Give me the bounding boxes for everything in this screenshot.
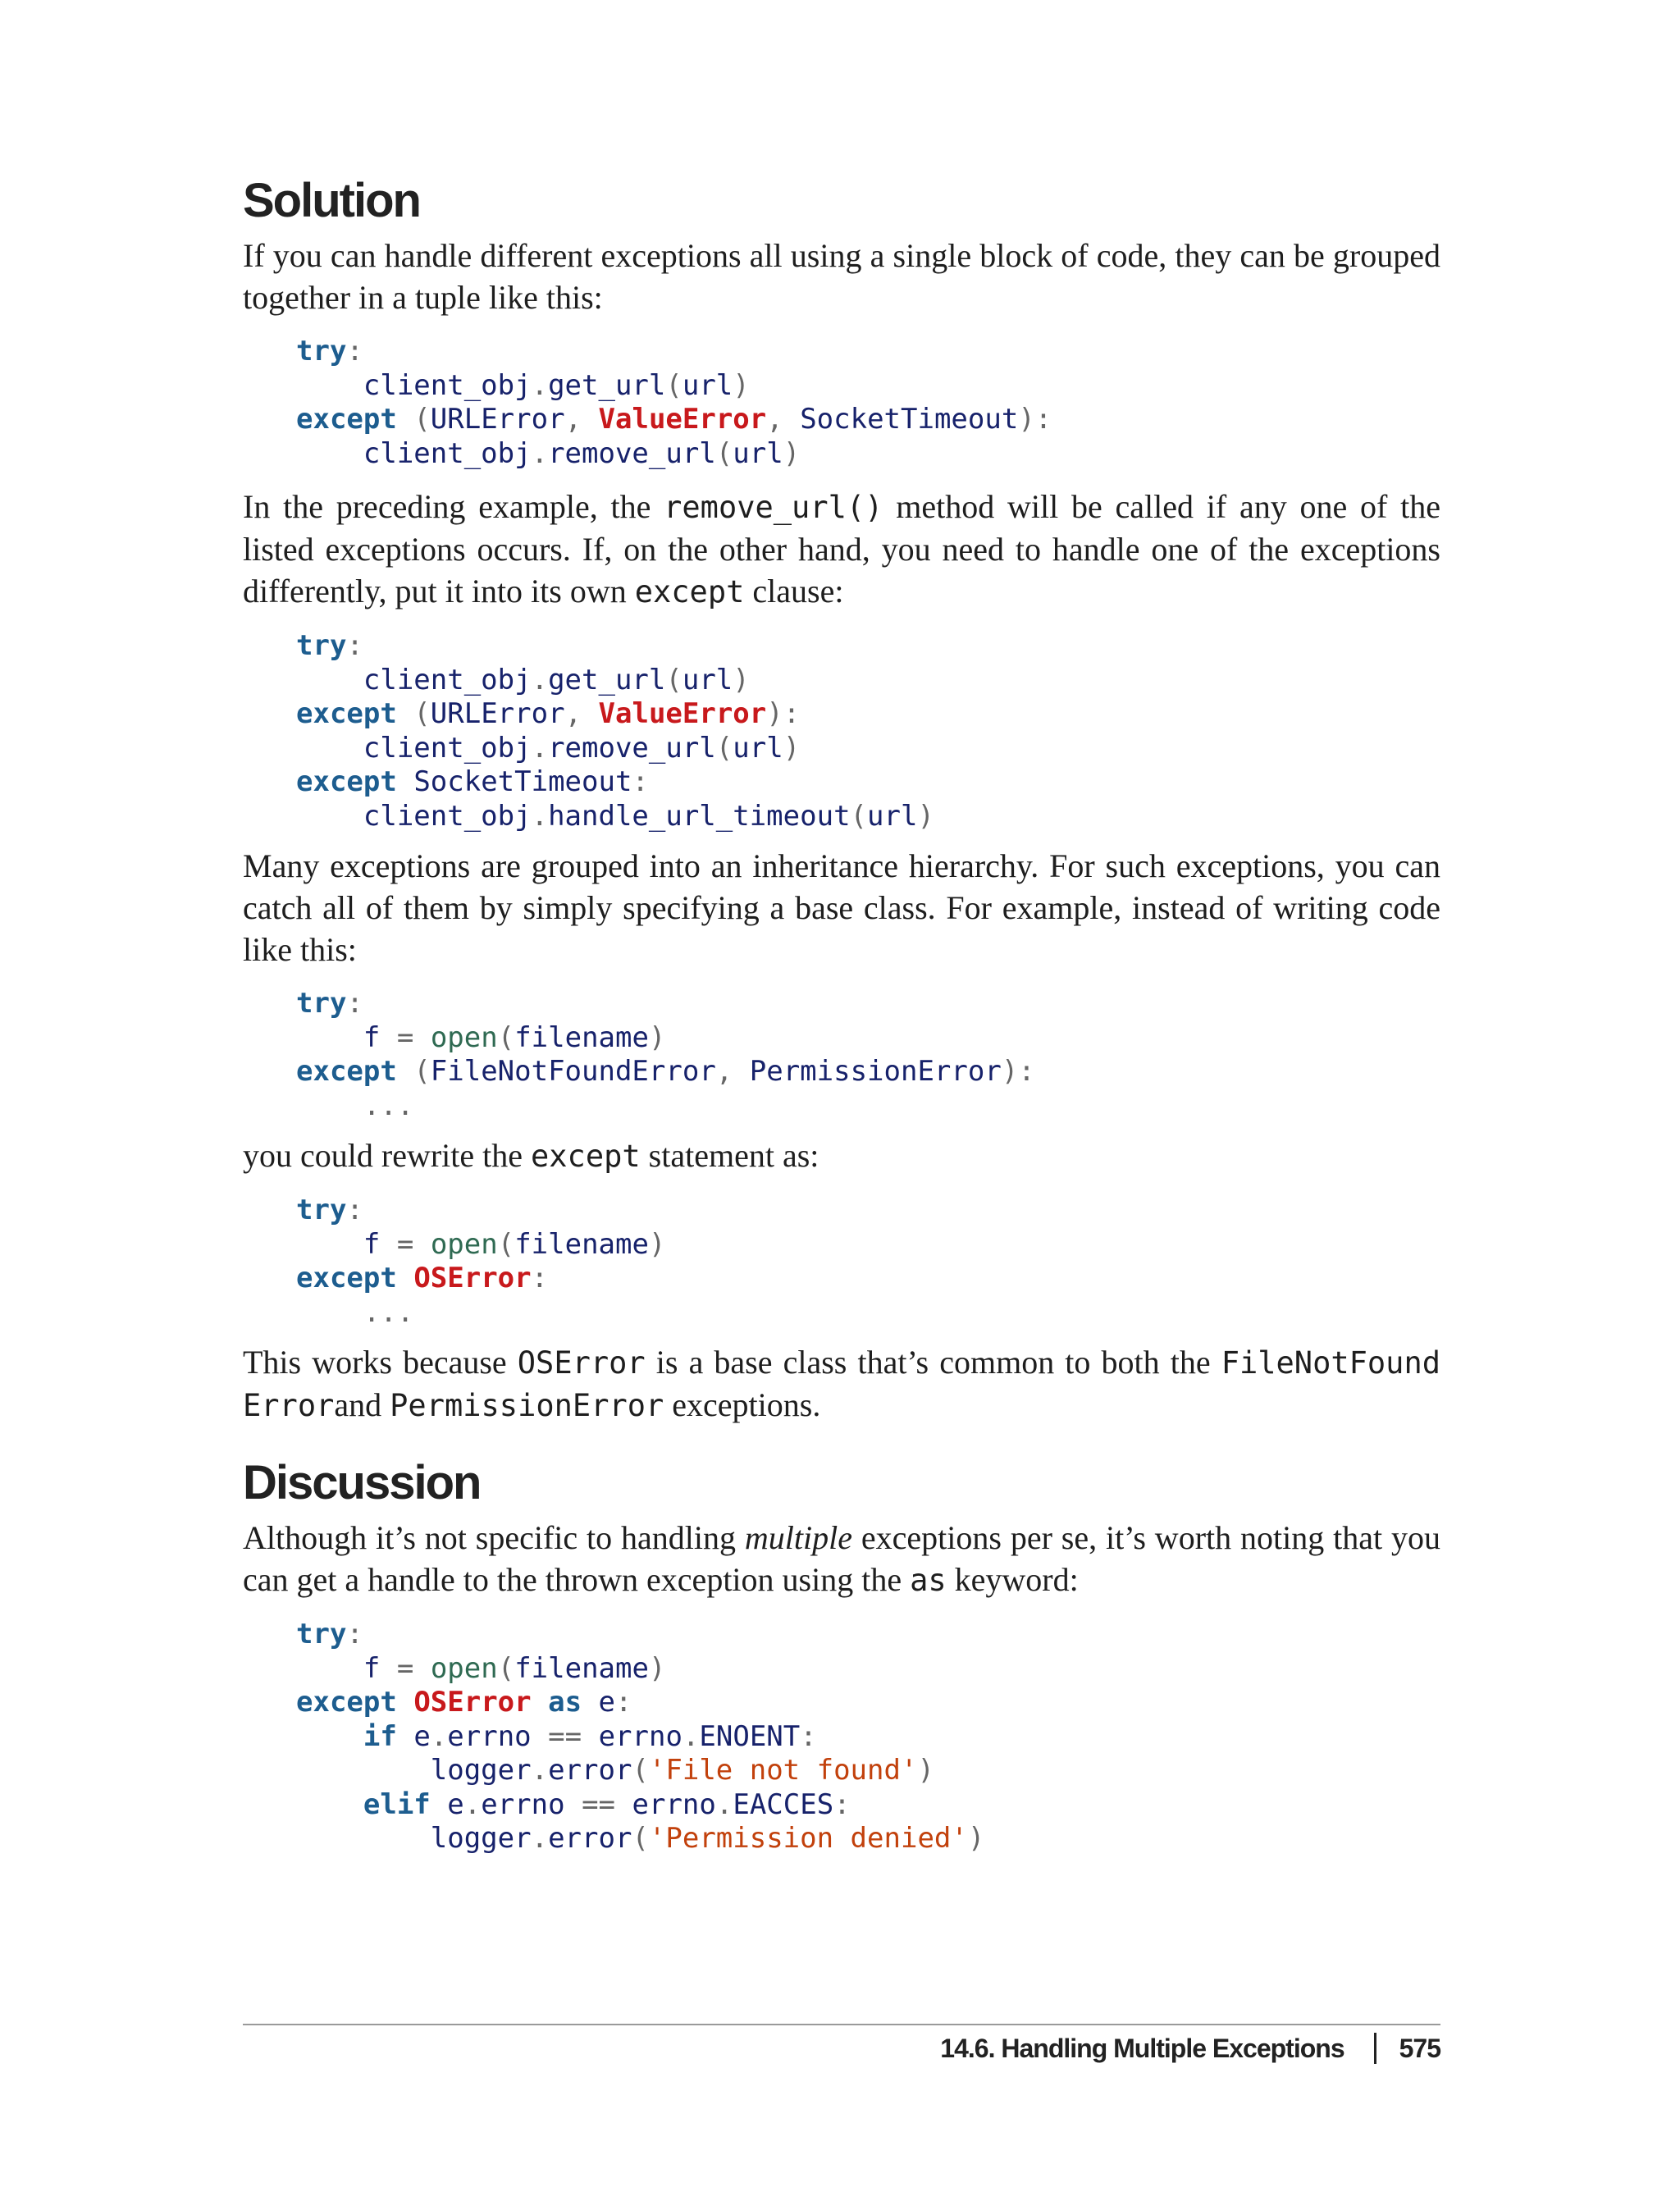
code-line: ... [363,1295,414,1329]
code-line: f = open(filename) [363,1227,666,1261]
code-line: f = open(filename) [363,1020,666,1054]
solution-paragraph-5: This works because OSError is a base class that’s common to both the FileNotFound Errorand PermissionError exceptions. [243,1344,1440,1423]
code-block-5 [243,1618,1440,1856]
code-line: client_obj.get_url(url) [363,663,750,696]
solution-paragraph-4: you could rewrite the except statement as: [243,1137,819,1174]
code-block-3 [243,987,1440,1123]
code-line: client_obj.remove_url(url) [363,436,801,470]
code-block-2 [243,629,1440,833]
code-block-4 [243,1194,1440,1330]
code-line: try: [296,629,363,662]
inline-code: PermissionError [390,1388,664,1423]
page-content [243,172,1440,1856]
discussion-paragraph-1: Although it’s not specific to handling multiple exceptions per se, it’s worth noting that you can get a handle to the thrown exception using the as keyword: [243,1519,1440,1598]
code-line: try: [296,335,363,368]
code-line: logger.error('File not found') [430,1754,934,1787]
inline-code: remove_url() [664,490,883,525]
footer-separator [1374,2033,1376,2064]
inline-code: except [531,1139,641,1174]
solution-paragraph-2: In the preceding example, the remove_url() method will be called if any one of the listed exceptions occurs. If, on the other hand, you need to handle one of the exceptions differently, put it into its own except clause: [243,488,1440,609]
code-line: logger.error('Permission denied') [430,1822,985,1855]
solution-paragraph-3: Many exceptions are grouped into an inheritance hierarchy. For such exceptions, you can catch all of them by simply specifying a base class. For example, instead of writing code like this: [243,847,1440,968]
page-number: 575 [1399,2033,1440,2063]
page-footer [940,2033,1440,2064]
inline-code: except [634,574,745,609]
code-line: ... [363,1089,414,1122]
code-line: client_obj.remove_url(url) [363,731,801,765]
code-line: elif e.errno == errno.EACCES: [363,1787,851,1821]
footer-rule [243,2024,1440,2025]
code-line: except (URLError, ValueError, SocketTimeout): [296,403,1052,436]
code-block-1 [243,335,1440,471]
code-line: except OSError: [296,1262,549,1294]
inline-code: OSError [517,1345,646,1381]
code-line: client_obj.get_url(url) [363,368,750,402]
inline-code: as [910,1563,947,1598]
code-line: try: [296,987,363,1020]
code-line: client_obj.handle_url_timeout(url) [363,799,934,833]
code-line: except OSError as e: [296,1686,632,1719]
code-line: try: [296,1618,363,1650]
code-line: try: [296,1194,363,1226]
discussion-heading: Discussion [243,1456,481,1509]
code-line: except (FileNotFoundError, PermissionError): [296,1055,1035,1088]
code-line: if e.errno == errno.ENOENT: [363,1719,817,1753]
footer-section-title: 14.6. Handling Multiple Exceptions [940,2033,1344,2063]
code-line: except (URLError, ValueError): [296,697,801,730]
inline-code: FileNotFound Error [243,1345,1440,1423]
code-line: f = open(filename) [363,1651,666,1685]
solution-paragraph-1: If you can handle different exceptions all using a single block of code, they can be grouped together in a tuple like this: [243,237,1440,316]
code-line: except SocketTimeout: [296,765,649,798]
solution-heading: Solution [243,174,420,227]
